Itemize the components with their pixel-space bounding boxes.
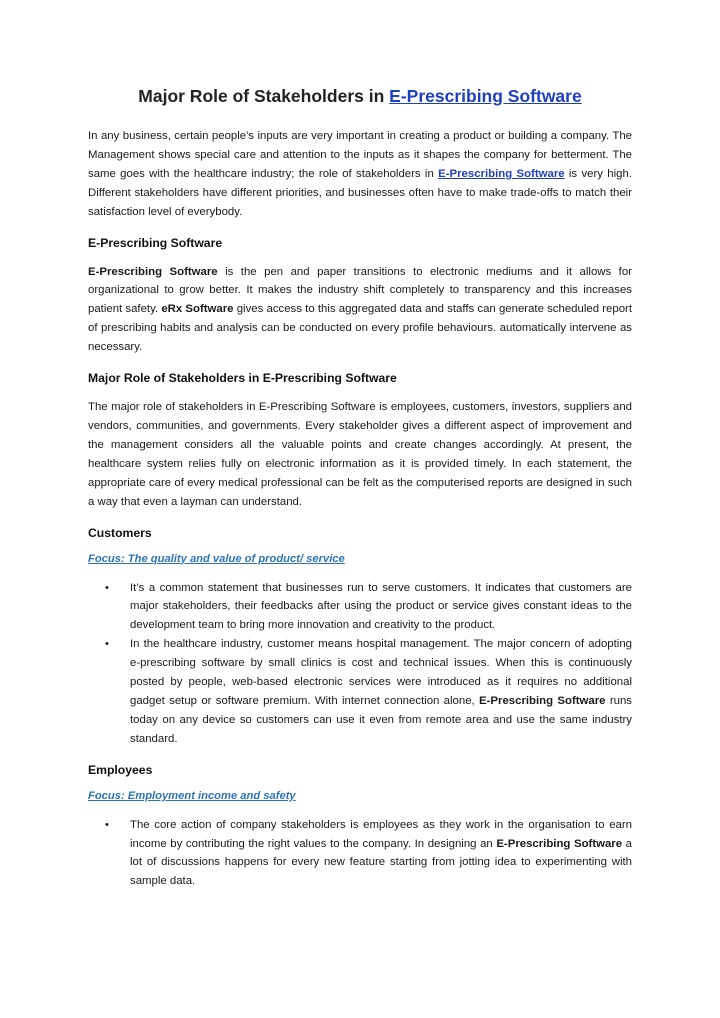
bold-term: E-Prescribing Software	[496, 837, 623, 850]
list-item-text: In the healthcare industry, customer means hospital management. The major concern of adopting e-prescribing software by small clinics is cost and technical issues. When this is continuously posted by people, web-based electronic services were introduced as it requires no additional gadget setup or software premium. With internet connection alone,	[130, 638, 632, 707]
list-item	[105, 816, 632, 892]
title-link[interactable]: E-Prescribing Software	[389, 86, 582, 106]
list-item-text: runs today on any device so customers can use it even from remote area and use the same industry standard.	[130, 694, 632, 745]
title-text: Major Role of Stakeholders in	[138, 86, 390, 106]
list-item-text: It’s a common statement that businesses run to serve customers. It indicates that customers are major stakeholders, their feedbacks after using the product or service gives constant ideas to the development team to bring more innovation and creativity to the product.	[130, 581, 632, 632]
list-item	[105, 635, 632, 748]
section-heading-major-role: Major Role of Stakeholders in E-Prescribing Software	[88, 371, 397, 386]
bold-term: eRx Software	[161, 303, 234, 316]
bold-term: E-Prescribing Software	[479, 694, 606, 707]
intro-text-1: In any business, certain people's inputs are very important in creating a product or building a company. The Management shows special care and attention to the inputs as it shapes the company for betterment. The same goes with the healthcare industry; the role of stakeholders in	[88, 130, 632, 180]
bold-term: E-Prescribing Software	[88, 265, 218, 278]
employees-list	[88, 816, 632, 892]
employees-focus-link[interactable]: Focus: Employment income and safety	[88, 789, 296, 802]
e-prescribing-paragraph	[88, 263, 632, 358]
intro-text-2: is very high. Different stakeholders have different priorities, and businesses often have to make trade-offs to match their satisfaction level of everybody.	[88, 167, 632, 218]
bullet-icon: •	[105, 638, 109, 651]
bullet-icon: •	[105, 818, 109, 831]
customers-focus-link[interactable]: Focus: The quality and value of product/ service	[88, 552, 345, 565]
bullet-icon: •	[105, 581, 109, 594]
intro-link[interactable]: E-Prescribing Software	[438, 167, 565, 180]
section-heading-customers: Customers	[88, 525, 152, 540]
intro-paragraph	[88, 127, 632, 222]
page-title	[88, 86, 632, 107]
major-role-paragraph: The major role of stakeholders in E-Prescribing Software is employees, customers, investors, suppliers and vendors, communities, and governments. Every stakeholder gives a different aspect of improvement and the management considers all the valuable points and create changes accordingly. At present, the healthcare system relies fully on electronic information as it is provided timely. In each statement, the appropriate care of every medical professional can be felt as the computerised reports are designed in such a way that even a layman can understand.	[88, 401, 632, 508]
list-item	[105, 579, 632, 636]
section-heading-employees: Employees	[88, 762, 153, 777]
paragraph-text: is the pen and paper transitions to electronic mediums and it allows for organizational to grow better. It makes the industry shift completely to transparency and this increases patient safety.	[88, 265, 632, 316]
paragraph-text: gives access to this aggregated data and staffs can generate scheduled report of prescribing habits and analysis can be conducted on every profile behaviours. automatically intervene as necessary.	[88, 303, 632, 354]
list-item-text: The core action of company stakeholders is employees as they work in the organisation to earn income by contributing the right values to the company. In designing an	[130, 818, 632, 850]
list-item-text: a lot of discussions happens for every new feature starting from jotting idea to experimenting with sample data.	[130, 837, 632, 888]
section-heading-e-prescribing: E-Prescribing Software	[88, 235, 223, 250]
customers-list	[88, 579, 632, 749]
